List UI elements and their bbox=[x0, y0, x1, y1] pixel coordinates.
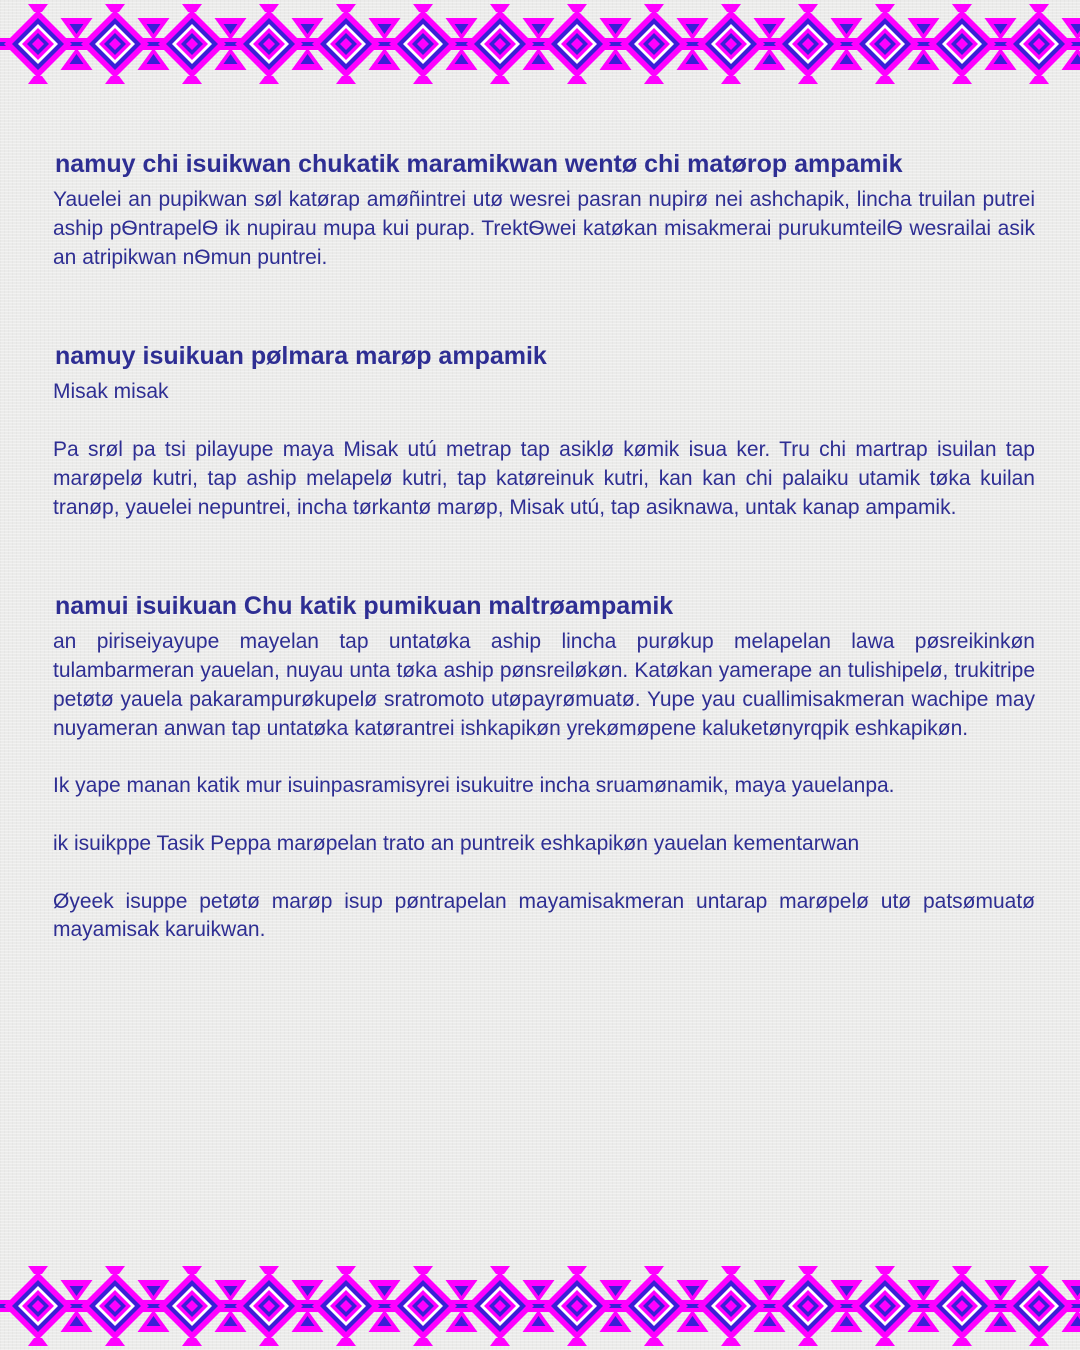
paragraph: an piriseiyayupe mayelan tap untatøka aship lincha purøkup melapelan lawa pøsreikinkøn tulambarmeran yauelan, nuyau unta tøka aship pønsreiløkøn. Katøkan yamerape an tulishipelø, trukitripe petøtø yauela pakarampurøkupelø sratromoto utøpayrømuatø. Yupe yau cuallimisakmeran wachipe may nuyameran anwan tap untatøka katørantrei ishkapikøn yrekømøpene kaluketønyrqpik eshkapikøn. bbox=[53, 630, 1035, 740]
paragraph: Øyeek isuppe petøtø marøp isup pøntrapelan mayamisakmeran untarap marøpelø utø patsømuatø mayamisak karuikwan. bbox=[53, 889, 1035, 942]
bottom-decorative-border bbox=[0, 1262, 1080, 1350]
document-body bbox=[53, 146, 1035, 945]
section-title: namui isuikuan Chu katik pumikuan maltrøampamik bbox=[55, 592, 674, 621]
section-identity bbox=[53, 338, 1035, 522]
paragraph: ik isuikppe Tasik Peppa marøpelan trato an puntreik eshkapikøn yauelan kementarwan bbox=[53, 831, 860, 855]
top-decorative-border bbox=[0, 0, 1080, 88]
section-territory bbox=[53, 588, 1035, 945]
paragraph: Misak misak bbox=[53, 380, 169, 404]
section-title: namuy chi isuikwan chukatik maramikwan wentø chi matørop ampamik bbox=[55, 150, 903, 178]
paragraph: Ik yape manan katik mur isuinpasramisyrei isukuitre incha sruamønamik, maya yauelanpa. bbox=[53, 774, 895, 798]
paragraph: Yauelei an pupikwan søl katørap amøñintrei utø wesrei pasran nupirø nei ashchapik, lincha truilan putrei aship pѲntrapelѲ ik nupirau mupa kui purap. TrektѲwei katøkan misakmerai purukumteilѲ wesrailai asik an atripikwan nѲmun puntrei. bbox=[53, 188, 1035, 269]
section-title: namuy isuikuan pølmara marøp ampamik bbox=[55, 342, 547, 371]
paragraph: Pa srøl pa tsi pilayupe maya Misak utú metrap tap asiklø kømik isua ker. Tru chi martrap isuilan tap marøpelø kutri, tap aship melapelø kutri, tap katøreinuk kutri, kan kan chi palaiku utamik tøka kuilan tranøp, yauelei nepuntrei, incha tørkantø marøp, Misak utú, tap asiknawa, untak kanap ampamik. bbox=[53, 437, 1035, 519]
section-school-curriculum bbox=[53, 146, 1035, 272]
